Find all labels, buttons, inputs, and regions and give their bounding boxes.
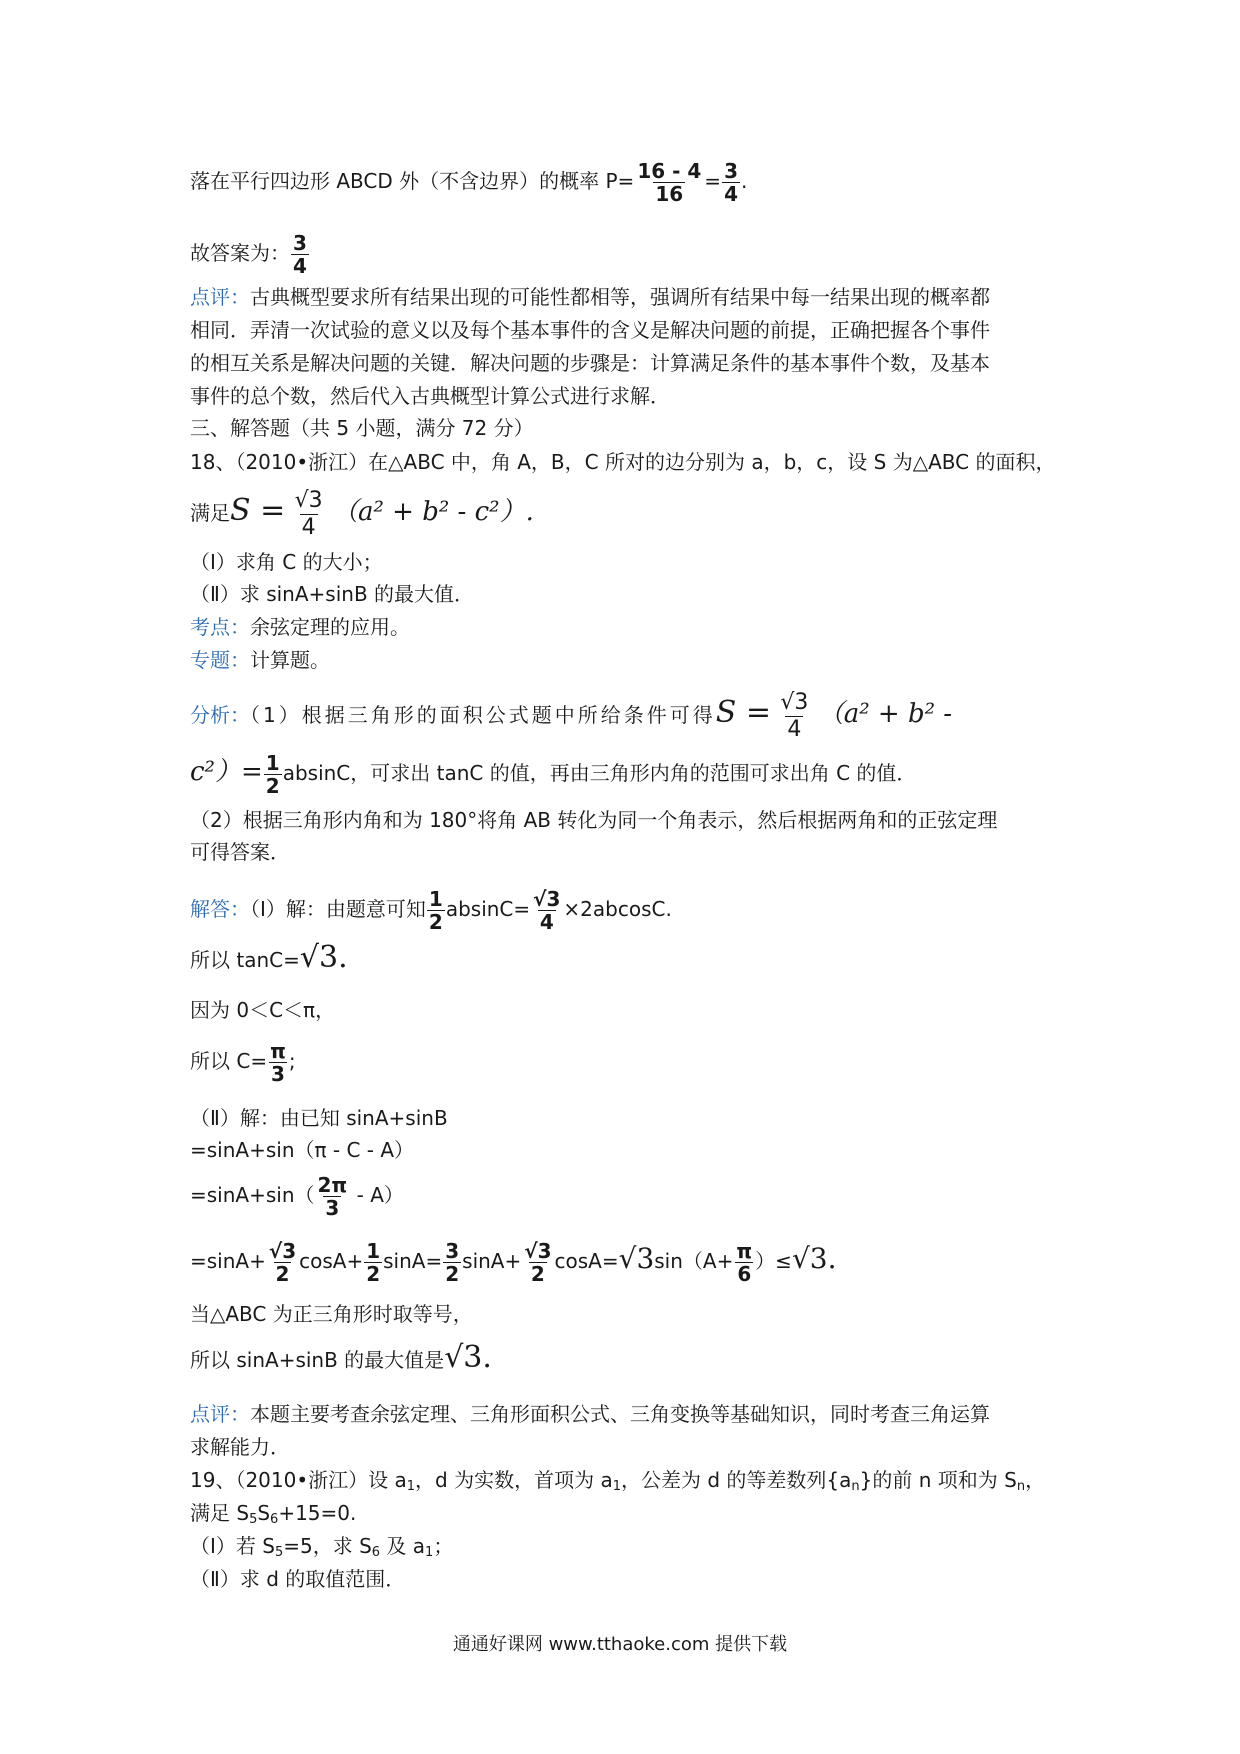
fraction: $\frac{√3}{2}$	[268, 1239, 297, 1286]
comment-text: 求解能力．	[190, 1435, 290, 1459]
fraction: $\frac{1}{2}$	[366, 1239, 381, 1286]
solution-label: 解答：	[190, 897, 250, 921]
solution-line: 所以 sinA+sinB 的最大值是√3.	[190, 1340, 492, 1375]
topic-label: 考点：	[190, 615, 250, 639]
fraction: $\frac{√3}{4}$	[533, 887, 561, 934]
fraction: $\frac{3}{2}$	[445, 1239, 460, 1286]
analysis-line: 分析：（1）根据三角形的面积公式题中所给条件可得S = $\frac{√3}{4}$ （a² + b² -	[190, 690, 953, 742]
question-stem: 19、（2010•浙江）设 $a_1$，d 为实数，首项为 $a_1$，公差为 d 的等差数列$\{a_n\}$的前 n 项和为 $S_n$，	[190, 1468, 1046, 1494]
solution-text: =sinA+sin（π - C - A）	[190, 1138, 415, 1162]
answer-line: 故答案为： $\frac{3}{4}$	[190, 231, 307, 278]
fraction: $\frac{\pi}{3}$	[270, 1039, 286, 1086]
fraction: $\frac{1}{2}$	[265, 751, 280, 798]
category-line: 专题：计算题。	[190, 648, 330, 672]
solution-line: =sinA+ $\frac{√3}{2}$ cosA+ $\frac{1}{2}$ sinA= $\frac{3}{2}$ sinA+ $\frac{√3}{2}$ cosA=√3sin（A+ $\frac{\pi}{6}$ ）≤√3.	[190, 1239, 837, 1286]
analysis-text: 可得答案．	[190, 840, 290, 864]
solution-text: 当△ABC 为正三角形时取等号，	[190, 1302, 473, 1326]
fraction: $\frac{1}{2}$	[428, 887, 443, 934]
comment-text: 相同．弄清一次试验的意义以及每个基本事件的含义是解决问题的前提，正确把握各个事件	[190, 318, 990, 342]
question-part: （Ⅱ）求 d 的取值范围．	[190, 1567, 406, 1591]
topic-line: 考点：余弦定理的应用。	[190, 615, 410, 639]
analysis-text: （2）根据三角形内角和为 180°将角 AB 转化为同一个角表示，然后根据两角和的正弦定理	[190, 808, 998, 832]
solution-line: 所以 C= $\frac{\pi}{3}$ ;	[190, 1039, 296, 1086]
question-part: （Ⅰ）求角 C 的大小；	[190, 550, 383, 574]
fraction: $\frac{3}{4}$	[293, 231, 307, 278]
comment-line: 点评：本题主要考查余弦定理、三角形面积公式、三角变换等基础知识，同时考查三角运算	[190, 1402, 990, 1426]
fraction: $\frac{\pi}{6}$	[736, 1239, 753, 1286]
comment-label: 点评：	[190, 1402, 250, 1426]
formula: S =	[230, 493, 286, 528]
solution-text: （Ⅱ）解：由已知 sinA+sinB	[190, 1106, 448, 1130]
analysis-line: c²）= $\frac{1}{2}$ absinC，可求出 tanC 的值，再由三角形内角的范围可求出角 C 的值．	[190, 751, 917, 798]
category-label: 专题：	[190, 648, 250, 672]
fraction: $\frac{16 - 4}{16}$	[637, 159, 702, 206]
footer-text: 通通好课网 www.tthaoke.com 提供下载	[452, 1634, 788, 1655]
question-part: （Ⅱ）求 sinA+sinB 的最大值．	[190, 582, 475, 606]
solution-line: 所以 tanC=√3.	[190, 940, 348, 975]
question-stem: 满足 $S_5S_6+15=0$.	[190, 1501, 357, 1527]
solution-line: =sinA+sin（ $\frac{2\pi}{3}$ - A）	[190, 1173, 404, 1220]
probability-text: 落在平行四边形 ABCD 外（不含边界）的概率 P=	[190, 169, 635, 193]
formula-line: 满足S = $\frac{√3}{4}$ （a² + b² - c²）.	[190, 488, 534, 540]
section-heading: 三、解答题（共 5 小题，满分 72 分）	[190, 416, 534, 440]
fraction: $\frac{√3}{4}$	[294, 488, 323, 540]
fraction: $\frac{√3}{4}$	[780, 690, 809, 742]
probability-line: 落在平行四边形 ABCD 外（不含边界）的概率 P= $\frac{16 - 4}{16}$ = $\frac{3}{4}$ .	[190, 159, 748, 206]
solution-text: 因为 0＜C＜π，	[190, 998, 336, 1022]
analysis-label: 分析：	[190, 703, 250, 727]
question-part: （Ⅰ）若 $S_5=5$，求 $S_6$ 及 $a_1$；	[190, 1534, 454, 1560]
comment-line: 点评：古典概型要求所有结果出现的可能性都相等，强调所有结果中每一结果出现的概率都	[190, 285, 990, 309]
comment-text: 事件的总个数，然后代入古典概型计算公式进行求解．	[190, 384, 670, 408]
question-stem: 18、（2010•浙江）在△ABC 中，角 A，B，C 所对的边分别为 a，b，c，设 S 为△ABC 的面积，	[190, 450, 1056, 474]
fraction: $\frac{2\pi}{3}$	[317, 1173, 348, 1220]
solution-line: 解答：（Ⅰ）解：由题意可知 $\frac{1}{2}$ absinC= $\frac{√3}{4}$ ×2abcosC.	[190, 887, 672, 934]
comment-text: 的相互关系是解决问题的关键．解决问题的步骤是：计算满足条件的基本事件个数，及基本	[190, 351, 990, 375]
fraction: $\frac{3}{4}$	[724, 159, 738, 206]
fraction: $\frac{√3}{2}$	[524, 1239, 552, 1286]
comment-label: 点评：	[190, 285, 250, 309]
